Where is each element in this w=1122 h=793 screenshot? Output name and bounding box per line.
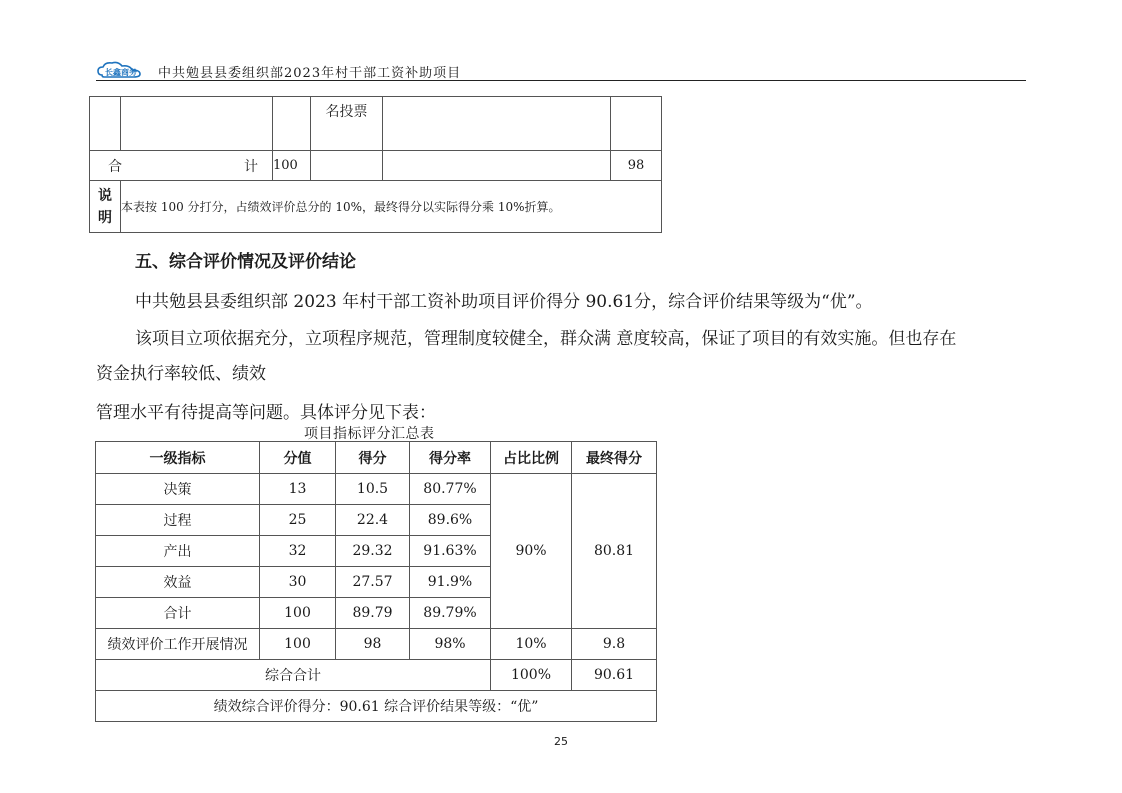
table-row bbox=[90, 97, 662, 151]
company-logo bbox=[96, 61, 144, 79]
indicator-cell: 过程 bbox=[96, 505, 260, 536]
table-row bbox=[96, 629, 657, 660]
header-rule bbox=[96, 80, 1026, 81]
total-final: 98 bbox=[611, 151, 662, 181]
score-cell: 98 bbox=[336, 629, 410, 660]
indicator-cell: 绩效评价工作开展情况 bbox=[96, 629, 260, 660]
score-cell: 27.57 bbox=[336, 567, 410, 598]
ratio-cell: 100% bbox=[491, 660, 572, 691]
rate-cell: 91.9% bbox=[410, 567, 491, 598]
section-heading: 五、综合评价情况及评价结论 bbox=[135, 252, 356, 272]
note-label: 说明 bbox=[90, 181, 121, 233]
paragraph-result: 中共勉县县委组织部 2023 年村干部工资补助项目评价得分 90.61分，综合评价结果等级为“优”。 bbox=[135, 292, 873, 312]
ratio-cell: 10% bbox=[491, 629, 572, 660]
paragraph-assessment-line2: 资金执行率较低、绩效 bbox=[96, 364, 266, 384]
score-cell: 29.32 bbox=[336, 536, 410, 567]
header-rate: 得分率 bbox=[410, 442, 491, 474]
total-label: 合 计 bbox=[108, 158, 258, 175]
table-cell-fragment: 名投票 bbox=[325, 104, 368, 120]
table-header-row bbox=[96, 442, 657, 474]
weight-cell: 100 bbox=[260, 598, 336, 629]
indicator-cell: 合计 bbox=[96, 598, 260, 629]
header-final: 最终得分 bbox=[572, 442, 657, 474]
score-cell: 22.4 bbox=[336, 505, 410, 536]
indicator-cell: 决策 bbox=[96, 474, 260, 505]
score-cell: 10.5 bbox=[336, 474, 410, 505]
weight-cell: 30 bbox=[260, 567, 336, 598]
weight-cell: 13 bbox=[260, 474, 336, 505]
note-row bbox=[90, 181, 662, 233]
group-final-cell: 80.81 bbox=[572, 474, 657, 629]
weight-cell: 25 bbox=[260, 505, 336, 536]
table-row bbox=[96, 474, 657, 505]
final-cell: 90.61 bbox=[572, 660, 657, 691]
summary-table bbox=[95, 441, 657, 722]
indicator-cell: 产出 bbox=[96, 536, 260, 567]
table-caption: 项目指标评分汇总表 bbox=[304, 426, 435, 442]
paragraph-assessment-line1: 该项目立项依据充分，立项程序规范，管理制度较健全，群众满 意度较高，保证了项目的有效实施。但也存在 bbox=[135, 329, 957, 349]
table-conclusion-row bbox=[96, 691, 657, 722]
rate-cell: 89.79% bbox=[410, 598, 491, 629]
header-score: 得分 bbox=[336, 442, 410, 474]
group-ratio-cell: 90% bbox=[491, 474, 572, 629]
rate-cell: 80.77% bbox=[410, 474, 491, 505]
conclusion-cell: 绩效综合评价得分：90.61 综合评价结果等级：“优” bbox=[96, 691, 657, 722]
rate-cell: 98% bbox=[410, 629, 491, 660]
header-indicator: 一级指标 bbox=[96, 442, 260, 474]
weight-cell: 100 bbox=[260, 629, 336, 660]
header-title: 中共勉县县委组织部2023年村干部工资补助项目 bbox=[158, 66, 462, 81]
score-cell: 89.79 bbox=[336, 598, 410, 629]
rate-cell: 89.6% bbox=[410, 505, 491, 536]
weight-cell: 32 bbox=[260, 536, 336, 567]
header-weight: 分值 bbox=[260, 442, 336, 474]
rate-cell: 91.63% bbox=[410, 536, 491, 567]
indicator-cell: 效益 bbox=[96, 567, 260, 598]
logo-text: 长鑫商务 bbox=[105, 68, 137, 77]
total-row bbox=[90, 151, 662, 181]
total-score: 100 bbox=[273, 151, 311, 181]
header-ratio: 占比比例 bbox=[491, 442, 572, 474]
table-total-row bbox=[96, 660, 657, 691]
final-cell: 9.8 bbox=[572, 629, 657, 660]
total-label-cell: 综合合计 bbox=[96, 660, 491, 691]
note-text: 本表按 100 分打分，占绩效评价总分的 10%，最终得分以实际得分乘 10%折算。 bbox=[121, 181, 662, 233]
page-number: 25 bbox=[554, 735, 568, 748]
previous-table bbox=[89, 96, 662, 233]
paragraph-assessment-line3: 管理水平有待提高等问题。具体评分见下表： bbox=[96, 403, 436, 423]
